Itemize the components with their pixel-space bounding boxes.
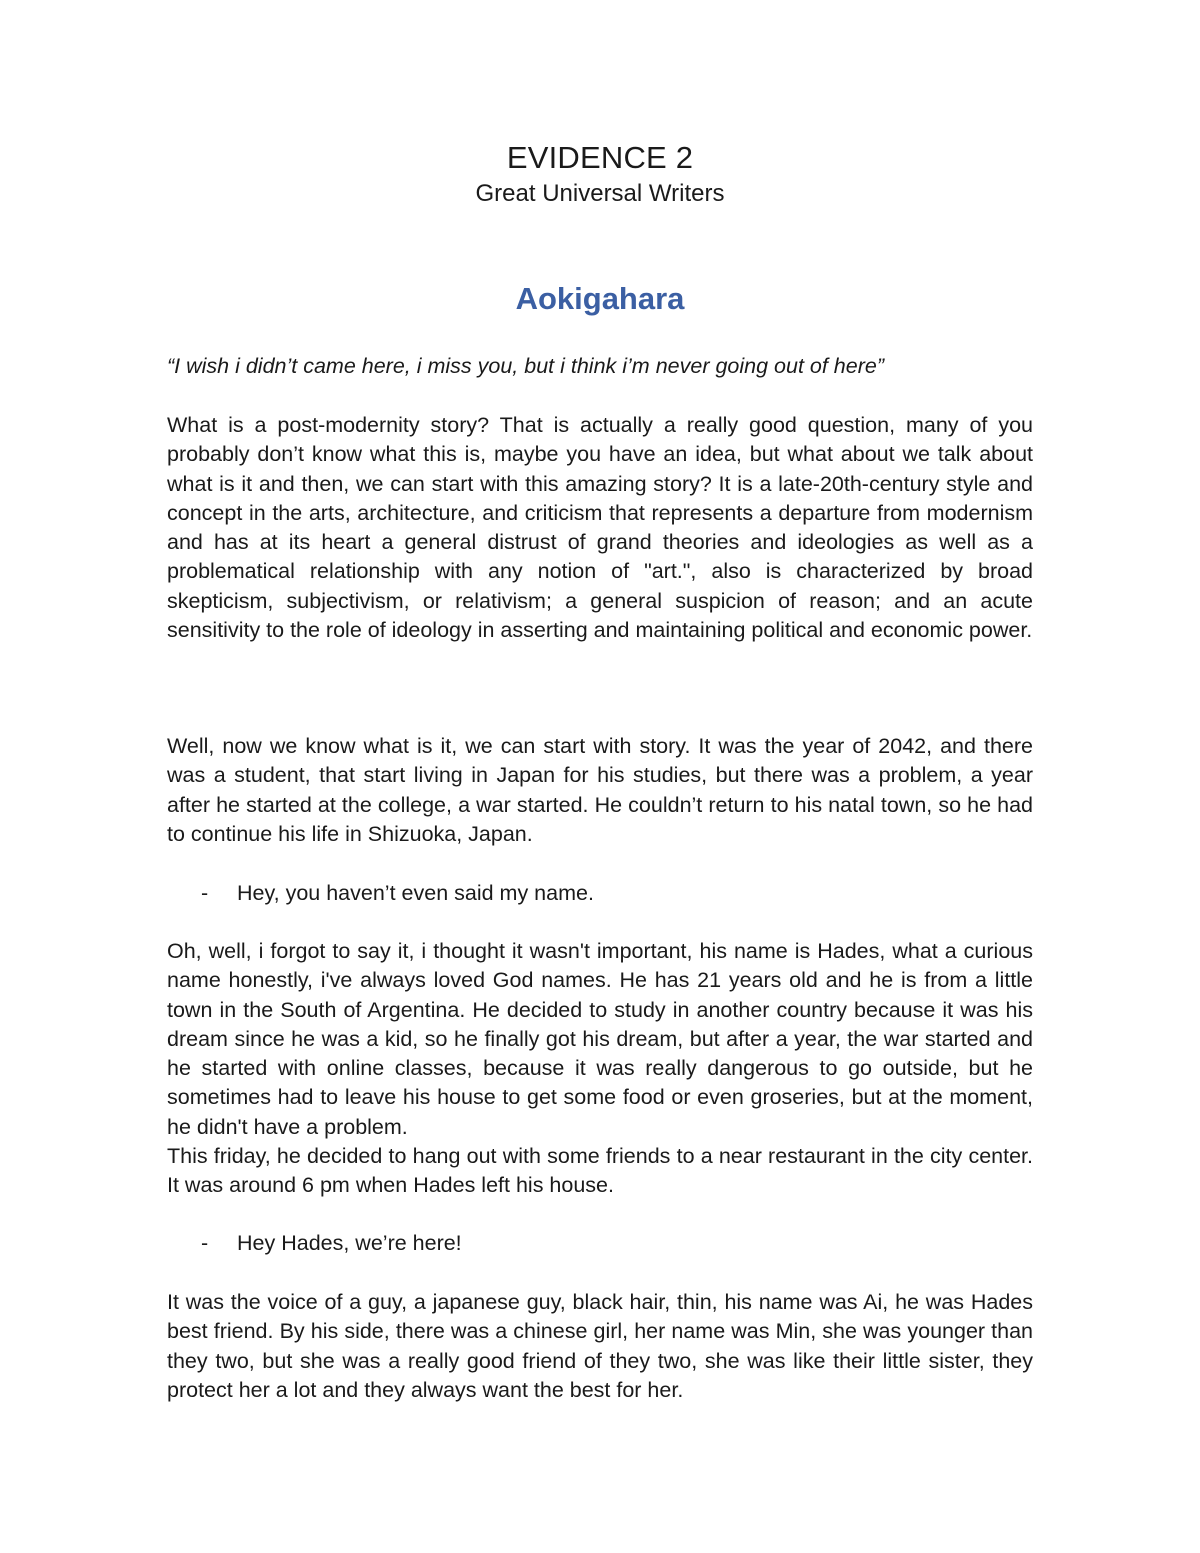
dialogue-dash: - xyxy=(201,1231,209,1255)
paragraph-story-start: Well, now we know what is it, we can start with story. It was the year of 2042, and there was a student, that start living in Japan for his studies, but there was a problem, a year after he started at the college, a war started. He couldn’t return to his natal town, so he had to continue his life in Shizuoka, Japan. xyxy=(167,734,1033,846)
paragraph-friday: This friday, he decided to hang out with some friends to a near restaurant in the city center. It was around 6 pm when Hades left his house. xyxy=(167,1144,1033,1198)
dialogue-text: Hey, you haven’t even said my name. xyxy=(237,881,594,905)
document-title: EVIDENCE 2 xyxy=(506,140,694,175)
dialogue-line xyxy=(201,1229,462,1258)
paragraph-hades: Oh, well, i forgot to say it, i thought it wasn't important, his name is Hades, what a curious name honestly, i've always loved God names. He has 21 years old and he is from a little town in the South of Argentina. He decided to study in another country because it was his dream since he was a kid, so he finally got his dream, but after a year, the war started and he started with online classes, because it was really dangerous to go outside, but he sometimes had to leave his house to get some food or even groseries, but at the moment, he didn't have a problem. xyxy=(167,939,1033,1139)
dialogue-line xyxy=(201,879,594,908)
opening-quote: “I wish i didn’t came here, i miss you, but i think i’m never going out of here” xyxy=(167,354,884,378)
story-title: Aokigahara xyxy=(515,281,685,316)
paragraph-friends: It was the voice of a guy, a japanese guy, black hair, thin, his name was Ai, he was Hades best friend. By his side, there was a chinese girl, her name was Min, she was younger than they two, but she was a really good friend of they two, she was like their little sister, they protect her a lot and they always want the best for her. xyxy=(167,1290,1033,1402)
dialogue-text: Hey Hades, we’re here! xyxy=(237,1231,462,1255)
paragraph-intro: What is a post-modernity story? That is actually a really good question, many of you probably don’t know what this is, maybe you have an idea, but what about we talk about what is it and then, we can start with this amazing story? It is a late-20th-century style and concept in the arts, architecture, and criticism that represents a departure from modernism and has at its heart a general distrust of grand theories and ideologies as well as a problematical relationship with any notion of "art.", also is characterized by broad skepticism, subjectivism, or relativism; a general suspicion of reason; and an acute sensitivity to the role of ideology in asserting and maintaining political and economic power. xyxy=(167,413,1033,643)
dialogue-dash: - xyxy=(201,881,209,905)
document-subtitle: Great Universal Writers xyxy=(475,180,725,207)
